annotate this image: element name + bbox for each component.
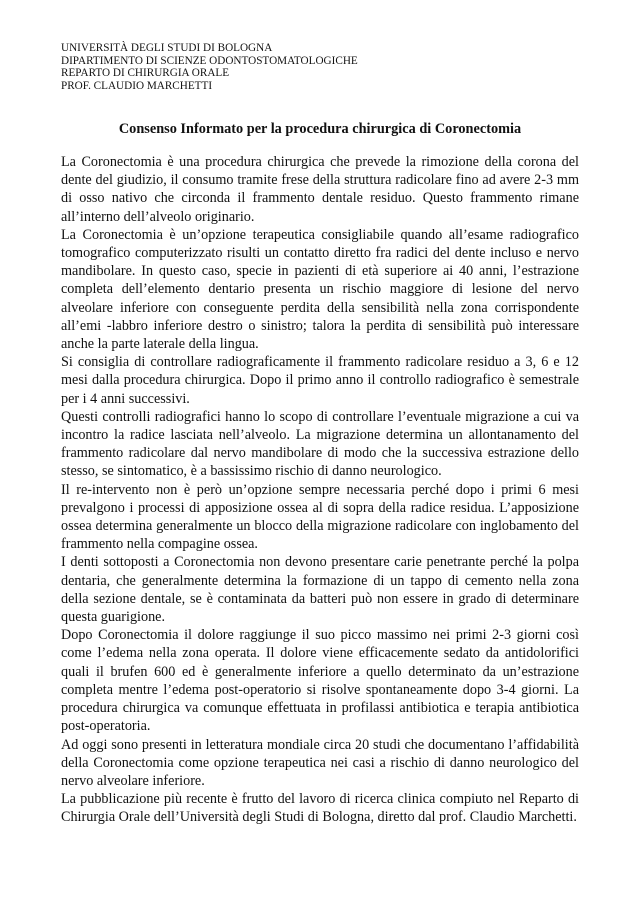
paragraph: La Coronectomia è un’opzione terapeutica consigliabile quando all’esame radiografico tomografico computerizzato risulti un contatto diretto fra radici del dente incluso e nervo mandibolare. In questo caso, specie in pazienti di età superiore ai 40 anni, l’estrazione completa dell’elemento dentario presenta un rischio maggiore di lesione del nervo alveolare inferiore con conseguente perdita della sensibilità nella zona corrispondente all’emi -labbro inferiore destro o sinistro; talora la perdita di sensibilità può interessare anche la parte laterale della lingua. (61, 226, 579, 353)
header-line-university: UNIVERSITÀ DEGLI STUDI DI BOLOGNA (61, 42, 273, 54)
document-body (61, 153, 579, 827)
paragraph: La Coronectomia è una procedura chirurgica che prevede la rimozione della corona del dente del giudizio, il consumo tramite frese della struttura radicolare fino ad avere 2-3 mm di osso nativo che circonda il frammento dentale residuo. Questo frammento rimane all’interno dell’alveolo originario. (61, 154, 579, 225)
paragraph: Il re-intervento non è però un’opzione sempre necessaria perché dopo i primi 6 mesi prevalgono i processi di apposizione ossea al di sopra della radice residua. L’apposizione ossea determina generalmente un blocco della migrazione radicolare con inglobamento del frammento nella compagine ossea. (61, 481, 579, 553)
paragraph: Ad oggi sono presenti in letteratura mondiale circa 20 studi che documentano l’affidabilità della Coronectomia come opzione terapeutica nei casi a rischio di danno neurologico del nervo alveolare inferiore. (61, 736, 579, 789)
paragraph: Dopo Coronectomia il dolore raggiunge il suo picco massimo nei primi 2-3 giorni così come l’edema nella zona operata. Il dolore viene efficacemente sedato da antidolorifici quali il brufen 600 ed è generalmente inferiore a quello determinato da un’estrazione completa mentre l’edema post-operatorio si risolve spontaneamente dopo 3-4 giorni. La procedura chirurgica va comunque effettuata in profilassi antibiotica e terapia antibiotica post-operatoria. (61, 627, 579, 735)
document-title: Consenso Informato per la procedura chirurgica di Coronectomia (118, 121, 522, 137)
header-line-professor: PROF. CLAUDIO MARCHETTI (61, 79, 213, 92)
paragraph: Questi controlli radiografici hanno lo scopo di controllare l’eventuale migrazione a cui va incontro la radice lasciata nell’alveolo. La migrazione determina un allontanamento del frammento radicolare dal nervo mandibolare di modo che la successiva estrazione dello stesso, se sintomatico, è a bassissimo rischio di danno neurologico. (61, 408, 579, 480)
paragraph: I denti sottoposti a Coronectomia non devono presentare carie penetrante perché la polpa dentaria, che generalmente determina la formazione di un tappo di cemento nella zona della sezione dentale, se è contaminata da batteri può non essere in grado di determinare questa guarigione. (61, 554, 579, 626)
paragraph: La pubblicazione più recente è frutto del lavoro di ricerca clinica compiuto nel Reparto di Chirurgia Orale dell’Università degli Studi di Bologna, diretto dal prof. Claudio Marchetti. (61, 791, 579, 826)
paragraph: Si consiglia di controllare radiograficamente il frammento radicolare residuo a 3, 6 e 12 mesi dalla procedura chirurgica. Dopo il primo anno il controllo radiografico è semestrale per i 4 anni successivi. (61, 354, 579, 407)
institution-header (61, 42, 581, 92)
header-line-department: DIPARTIMENTO DI SCIENZE ODONTOSTOMATOLOGICHE (61, 54, 358, 67)
header-line-unit: REPARTO DI CHIRURGIA ORALE (61, 67, 230, 80)
